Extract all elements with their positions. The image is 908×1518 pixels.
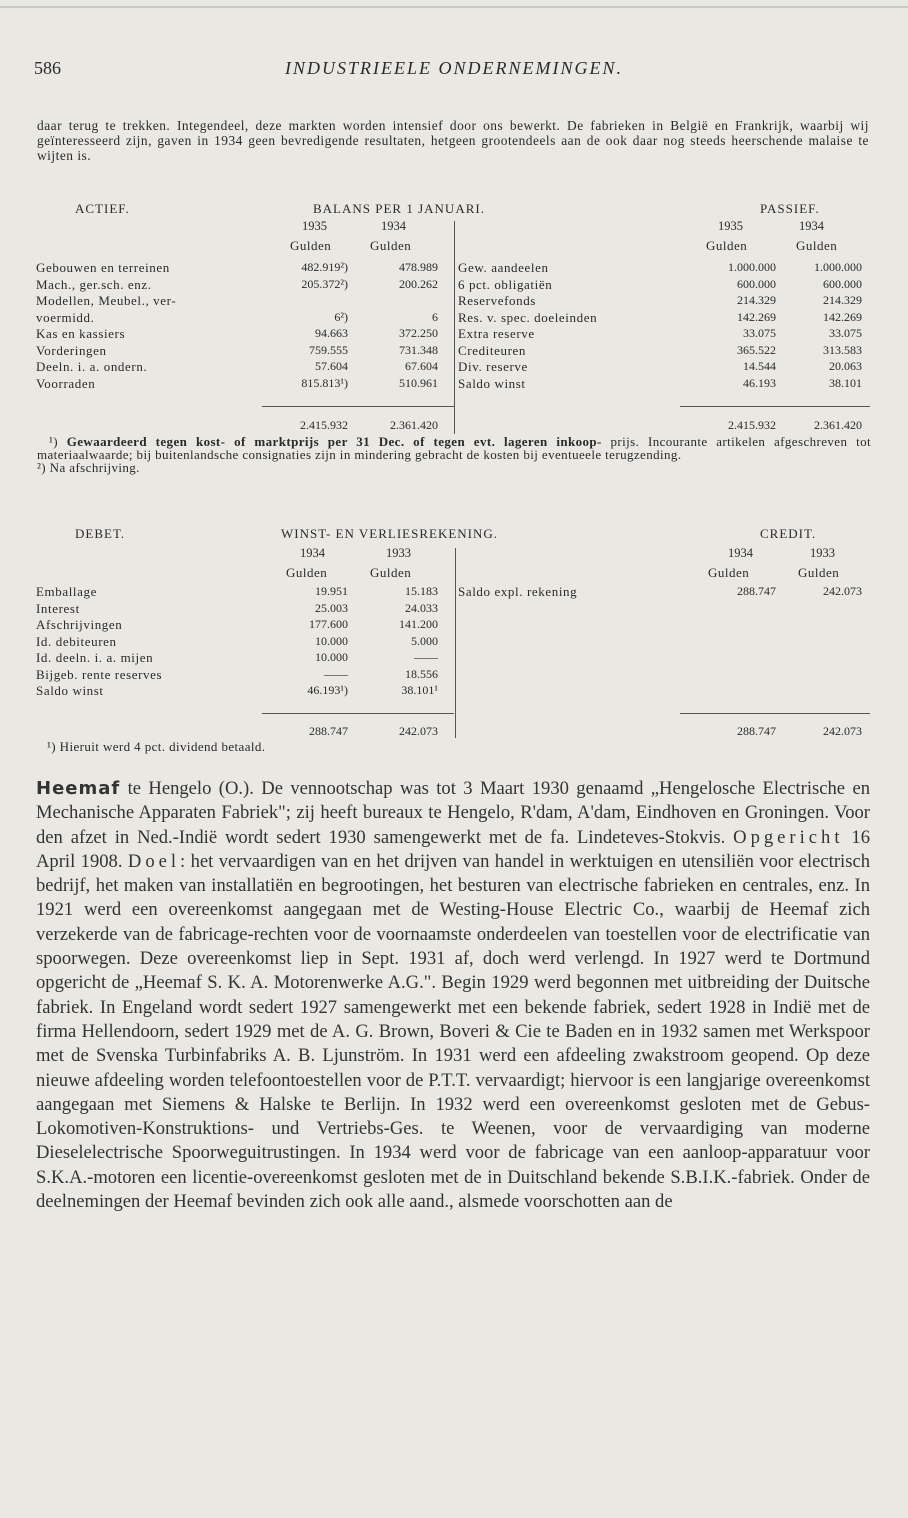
row-value-v1934: 313.583: [823, 342, 862, 357]
row-value-v1934: 38.101: [829, 375, 862, 390]
assets-total-1935: 2.415.932: [300, 418, 348, 432]
balance-heading-row: [0, 201, 908, 219]
row-value-v1934: 46.193¹): [307, 683, 348, 697]
page-header: [34, 58, 874, 88]
table-row: [36, 310, 446, 326]
page-number: 586: [34, 58, 61, 78]
row-label: Deeln. i. a. ondern.: [36, 359, 148, 374]
row-value-v1935: 759.555: [309, 342, 348, 357]
row-value-v1934: 372.250: [399, 326, 438, 340]
row-value-v1934: 67.604: [405, 359, 438, 373]
row-value-v1934: ——: [324, 666, 348, 681]
article-paragraph: [36, 777, 870, 1214]
liabilities-total-1934: 2.361.420: [814, 418, 862, 432]
row-label: Emballage: [36, 584, 97, 599]
footnote-1-bold: Gewaardeerd tegen kost- of marktprijs per 31 Dec. of tegen evt. lageren inkoop-: [66, 434, 602, 449]
row-value-v1934: 33.075: [829, 326, 862, 340]
pl-heading-row: [0, 526, 908, 544]
row-value-v1934: 288.747: [737, 584, 776, 598]
table-row: [36, 359, 446, 375]
pl-year-headers: [0, 546, 908, 582]
debit-total-1933: 242.073: [399, 724, 438, 738]
row-value-v1935: 205.372²): [301, 276, 348, 291]
row-value-v1935: 14.544: [743, 359, 776, 373]
table-row: [458, 260, 870, 276]
row-value-v1933: 141.200: [399, 617, 438, 631]
row-value-v1934: 25.003: [315, 600, 348, 615]
pl-left-currency-1: Gulden: [286, 565, 328, 580]
row-label: Modellen, Meubel., ver-: [36, 293, 177, 308]
table-row: [36, 277, 446, 293]
row-value-v1934: 19.951: [315, 584, 348, 598]
row-value-v1934: 1.000.000: [814, 260, 862, 274]
table-row: [36, 617, 446, 633]
table-row: [36, 584, 446, 600]
row-label: Interest: [36, 600, 80, 616]
table-row: [36, 667, 446, 683]
row-value-v1933: 38.101¹: [401, 683, 438, 697]
table-row: [458, 343, 870, 359]
credit-total-rule: [680, 713, 870, 714]
row-label: Saldo expl. rekening: [458, 584, 578, 599]
table-row: [458, 277, 870, 293]
row-label: Saldo winst: [458, 375, 526, 391]
table-row: [458, 376, 870, 392]
row-value-v1935: 94.663: [315, 326, 348, 340]
table-row: [36, 683, 446, 699]
row-label: Crediteuren: [458, 342, 526, 358]
pl-right-year-1: 1934: [728, 546, 753, 560]
row-value-v1935: 1.000.000: [728, 260, 776, 274]
row-value-v1933: 24.033: [405, 600, 438, 615]
footnote-2: ²) Na afschrijving.: [37, 460, 140, 475]
table-row: [458, 310, 870, 326]
row-label: Bijgeb. rente reserves: [36, 666, 163, 682]
row-value-v1935: 142.269: [737, 309, 776, 324]
row-label: Id. debiteuren: [36, 633, 117, 649]
pl-left-year-2: 1933: [386, 546, 411, 560]
table-row: [36, 326, 446, 342]
article-text-3: : het vervaardigen van en het drijven van handel in werktuigen en utensiliën voor electrisch bedrijf, het maken van installatiën en begrootingen, het besturen van electrische fabrieken en centrales, enz. In 1921 werd een overeenkomst aangegaan met de Westing-House Electric Co., waarbij de Heemaf zich verzekerde van de fabricage-rechten voor de voornaamste onderdeelen van toestellen voor de electrificatie van spoorwegen. Deze overeenkomst liep in Sept. 1931 af, doch werd verlengd. In 1927 werd te Dortmund opgericht de „Heemaf S. K. A. Motorenwerke A.G.". Begin 1929 werd begonnen met uitbreiding der Duitsche fabriek. In Engeland wordt sedert 1927 samengewerkt met een bekende fabriek, sedert 1928 in Indië met de firma Hellendoorn, sedert 1929 met de A. G. Brown, Boveri & Cie te Baden en in 1932 samen met Werkspoor met de Svenska Turbinfabriks A. B. Ljunström. In 1931 werd een afdeeling zwakstroom geopend. Op deze nieuwe afdeeling worden telefoontoestellen voor de P.T.T. vervaardigt; hiervoor is een langjarige overeenkomst aangegaan met Siemens & Halske te Berlijn. In 1932 werd een overeenkomst gesloten met de Gebus-Lokomotiven-Konstruktions- und Vertriebs-Ges. te Weenen, voor de vervaardiging van moderne Dieselelectrische Spoorweguitrustingen. In 1934 werd voor de fabricage van een aanloop-apparatuur voor S.K.A.-motoren een licentie-overeenkomst gesloten met de in Duitschland bekende S.B.I.K.-fabriek. Onder de deelnemingen der Heemaf bevinden zich ook alle aand., alsmede voorschotten aan de: [36, 850, 870, 1213]
row-label: Vorderingen: [36, 342, 107, 358]
table-row: [36, 343, 446, 359]
row-value-v1933: 242.073: [823, 584, 862, 598]
pl-left-currency-2: Gulden: [370, 565, 412, 580]
table-row: [36, 634, 446, 650]
row-label: 6 pct. obligatiën: [458, 276, 553, 292]
debit-table: [36, 584, 446, 704]
credit-total-1934: 288.747: [737, 724, 776, 738]
row-label: Afschrijvingen: [36, 617, 123, 632]
bal-right-currency-1: Gulden: [706, 238, 748, 253]
scan-edge-line: [0, 6, 908, 8]
row-value-v1934: 200.262: [399, 276, 438, 291]
table-row: [36, 650, 446, 666]
assets-table: [36, 260, 446, 400]
article-text-2: 16 April 1908.: [36, 826, 870, 872]
row-value-v1934: 142.269: [823, 309, 862, 324]
pl-footnote: ¹) Hieruit werd 4 pct. dividend betaald.: [47, 739, 266, 754]
row-value-v1934: 20.063: [829, 359, 862, 373]
debet-heading: DEBET.: [75, 526, 126, 541]
row-value-v1935: 365.522: [737, 342, 776, 357]
credit-table: [458, 584, 870, 604]
row-value-v1935: 33.075: [743, 326, 776, 340]
pl-right-year-2: 1933: [810, 546, 835, 560]
row-value-v1935: 815.813¹): [301, 375, 348, 390]
row-value-v1935: 482.919²): [301, 260, 348, 274]
row-label: Gebouwen en terreinen: [36, 260, 170, 275]
row-label: Gew. aandeelen: [458, 260, 549, 275]
table-row: [458, 584, 870, 600]
row-label: Saldo winst: [36, 683, 104, 698]
credit-heading: CREDIT.: [760, 526, 817, 541]
row-label: Div. reserve: [458, 359, 528, 374]
running-title: INDUSTRIEELE ONDERNEMINGEN.: [285, 58, 623, 78]
row-value-v1934: 177.600: [309, 617, 348, 631]
balance-totals-row: [0, 418, 908, 434]
actief-heading: ACTIEF.: [75, 201, 130, 216]
row-value-v1935: 6²): [334, 309, 348, 324]
row-label: Extra reserve: [458, 326, 535, 341]
row-value-v1934: 510.961: [399, 375, 438, 390]
bal-left-year-1: 1935: [302, 219, 327, 233]
doel-label: Doel: [127, 850, 181, 872]
row-label: Res. v. spec. doeleinden: [458, 309, 598, 325]
row-value-v1933: ——: [414, 650, 438, 664]
row-value-v1934: 600.000: [823, 276, 862, 291]
table-row: [36, 293, 446, 309]
bal-left-year-2: 1934: [381, 219, 406, 233]
footnote-1-text: prijs. Incourante artikelen afgeschreven tot materiaalwaarde; bij buitenlandsche consignaties zijn in mindering gebracht de kosten bij eventueele terugzending.: [37, 434, 871, 462]
row-value-v1934: 6: [432, 309, 438, 324]
table-row: [36, 260, 446, 276]
row-label: Mach., ger.sch. enz.: [36, 276, 152, 292]
row-value-v1935: 600.000: [737, 276, 776, 291]
row-value-v1934: 10.000: [315, 633, 348, 648]
opgericht-label: Opgericht: [733, 826, 844, 848]
row-label: Reservefonds: [458, 293, 536, 308]
debit-total-1934: 288.747: [309, 724, 348, 738]
table-row: [458, 359, 870, 375]
bal-right-currency-2: Gulden: [796, 238, 838, 253]
pl-right-currency-2: Gulden: [798, 565, 840, 580]
balance-center-rule: [454, 221, 455, 434]
table-row: [458, 293, 870, 309]
row-label: Id. deeln. i. a. mijen: [36, 650, 154, 665]
row-value-v1934: 214.329: [823, 293, 862, 307]
liabilities-total-1935: 2.415.932: [728, 418, 776, 432]
bal-right-year-2: 1934: [799, 219, 824, 233]
balance-footnotes: [37, 435, 871, 474]
row-value-v1935: 57.604: [315, 359, 348, 373]
pl-right-currency-1: Gulden: [708, 565, 750, 580]
row-label: voermidd.: [36, 309, 95, 325]
passief-heading: PASSIEF.: [760, 201, 820, 216]
bal-left-currency-2: Gulden: [370, 238, 412, 253]
pl-left-year-1: 1934: [300, 546, 325, 560]
article-text-1: te Hengelo (O.). De vennootschap was tot 3 Maart 1930 genaamd „Hengelosche Electrische en Mechanische Apparaten Fabriek"; zij heeft bureaux te Hengelo, R'dam, A'dam, Eindhoven en Groningen. Voor den afzet in Ned.-Indië wordt sedert 1930 samengewerkt met de fa. Lindeteves-Stokvis.: [36, 778, 870, 848]
row-value-v1934: 731.348: [399, 342, 438, 357]
row-value-v1933: 18.556: [405, 666, 438, 681]
assets-total-rule: [262, 406, 454, 407]
row-value-v1934: 478.989: [399, 260, 438, 274]
table-row: [36, 376, 446, 392]
row-value-v1935: 214.329: [737, 293, 776, 307]
liabilities-table: [458, 260, 870, 400]
liabilities-total-rule: [680, 406, 870, 407]
row-label: Voorraden: [36, 375, 96, 391]
balance-title: BALANS PER 1 JANUARI.: [313, 201, 485, 216]
pl-title: WINST- EN VERLIESREKENING.: [281, 526, 499, 541]
row-value-v1935: 46.193: [743, 375, 776, 390]
assets-total-1934: 2.361.420: [390, 418, 438, 432]
bal-right-year-1: 1935: [718, 219, 743, 233]
table-row: [36, 601, 446, 617]
row-label: Kas en kassiers: [36, 326, 126, 341]
pl-center-rule: [455, 548, 456, 738]
intro-paragraph: daar terug te trekken. Integendeel, deze markten worden intensief door ons bewerkt. De fabrieken in België en Frankrijk, waarbij wij geïnteresseerd zijn, gaven in 1934 geen bevredigende resultaten, hetgeen grootendeels aan de ook daar nog steeds heerschende malaise te wijten is.: [37, 118, 869, 163]
pl-totals-row: [0, 724, 908, 740]
row-value-v1934: 10.000: [315, 650, 348, 664]
footnote-1-marker: ¹): [49, 434, 59, 449]
row-value-v1933: 5.000: [411, 633, 438, 648]
row-value-v1933: 15.183: [405, 584, 438, 598]
firm-name: Heemaf: [36, 778, 121, 799]
debit-total-rule: [262, 713, 454, 714]
bal-left-currency-1: Gulden: [290, 238, 332, 253]
credit-total-1933: 242.073: [823, 724, 862, 738]
table-row: [458, 326, 870, 342]
